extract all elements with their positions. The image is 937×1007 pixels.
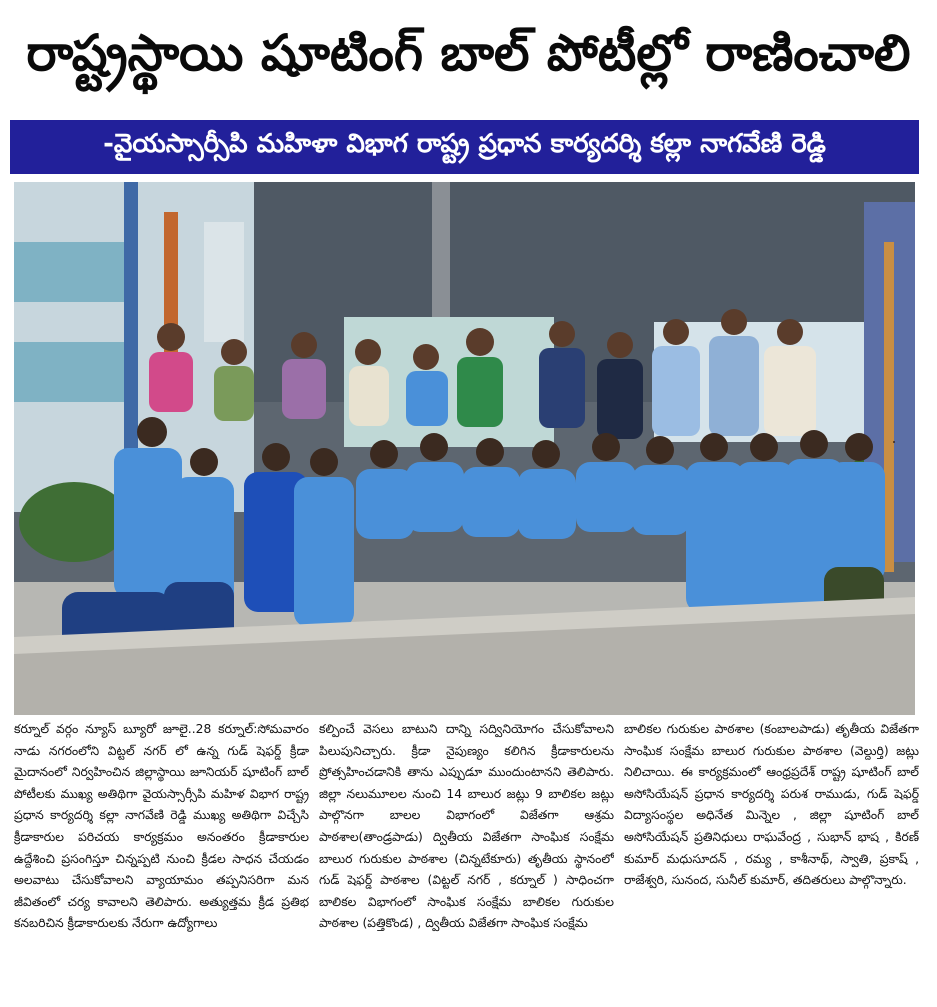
article-column-1 [14, 719, 309, 1004]
headline: రాష్ట్రస్థాయి షూటింగ్ బాల్ పోటీల్లో రాణించాలి [26, 23, 911, 82]
group-photo [14, 182, 915, 715]
article-body [14, 719, 919, 1004]
subheadline-bar: -వైయస్సార్సీపి మహిళా విభాగ రాష్ట్ర ప్రధాన కార్యదర్శి కల్లా నాగవేణి రెడ్డి [10, 120, 919, 174]
article-text: కల్పించే వెసలు బాటుని దాన్ని సద్వినియోగం చేసుకోవాలని పిలుపునిచ్చారు. క్రీడా నైపుణ్యం కలిగిన క్రీడాకారులను ప్రోత్సహించడానికి తాను ఎప్పుడూ ముందుంటానని తెలిపారు. జిల్లా నలుమూలల నుంచి 14 బాలుర జట్లు 9 బాలికల జట్లు పాల్గొనగా బాలల విభాగంలో విజేతగా ఆశ్రమ పాఠశాల(తాండ్రపాడు) ద్వితీయ విజేతగా సాంఘిక సంక్షేమ బాలుర గురుకుల పాఠశాల (చిన్నటేకూరు) తృతీయ స్థానంలో గుడ్ షెఫర్డ్ పాఠశాల (విట్టల్ నగర్ , కర్నూల్ ) సాధించగా బాలికల విభాగంలో సాంఘిక సంక్షేమ బాలికల గురుకుల పాఠశాల (పత్తికొండ) , ద్వితీయ విజేతగా సాంఘిక సంక్షేమ [319, 722, 614, 931]
article-column-3 [624, 719, 919, 1004]
article-column-2 [319, 719, 614, 1004]
article-text: బాలికల గురుకుల పాఠశాల (కంబాలపాడు) తృతీయ విజేతగా సాంఘిక సంక్షేమ బాలుర గురుకుల పాఠశాల (వెల్దుర్తి) జట్లు నిలిచాయి. ఈ కార్యక్రమంలో ఆంధ్రప్రదేశ్ రాష్ట్ర షూటింగ్ బాల్ అసోసియేషన్ ప్రధాన కార్యదర్శి పరుశ రాముడు, గుడ్ షెఫర్డ్ విద్యాసంస్థల అధినేత మిన్నెల , జిల్లా షూటింగ్ బాల్ అసోసియేషన్ ప్రతినిధులు రాఘవేంద్ర , సుభాన్ భాష , కిరణ్ కుమార్ మధుసూదన్ , రమ్య , కాశీనాథ్, స్వాతి, ప్రకాష్ , రాజేశ్వరి, సునంద, సునీల్ కుమార్, తదితరులు పాల్గొన్నారు. [624, 722, 919, 888]
article-text: కర్నూల్ వర్గం న్యూస్ బ్యూరో జూలై..28 కర్నూల్:సోమవారం నాడు నగరంలోని విట్టల్ నగర్ లో ఉన్న గుడ్ షెఫర్డ్ క్రీడా మైదానంలో నిర్వహించిన జిల్లాస్థాయి జూనియర్ షూటింగ్ బాల్ పోటీలకు ముఖ్య అతిథిగా వైయస్సార్సీపి మహిళ విభాగ రాష్ట్ర ప్రధాన కార్యదర్శి కల్లా నాగవేణి రెడ్డి ముఖ్య అతిథిగా విచ్చేసి క్రీడాకారుల పరిచయ కార్యక్రమం అనంతరం క్రీడాకారుల ఉద్దేశించి ప్రసంగిస్తూ చిన్నప్పటి నుంచి క్రీడల సాధన చేయడం అలవాటు చేసుకోవాలని వ్యాయామం తప్పనిసరిగా మన జీవితంలో చర్య కావాలని తెలిపారు. అత్యుత్తమ క్రీడ ప్రతిభ కనబరిచిన క్రీడాకారులకు నేరుగా ఉద్యోగాలు [14, 722, 309, 931]
photo-scene [14, 182, 915, 715]
